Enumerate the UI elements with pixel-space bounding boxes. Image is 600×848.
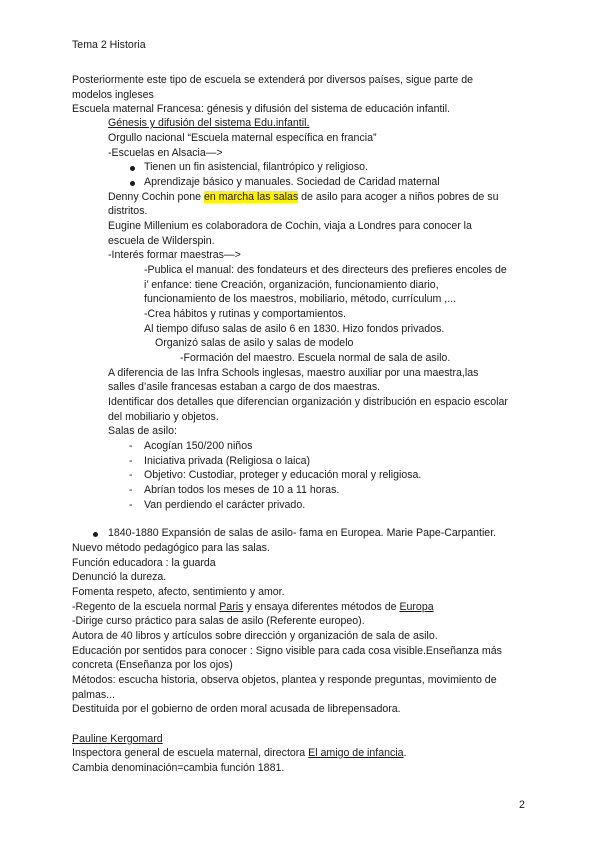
dash-item: Van perdiendo el carácter privado. <box>144 499 306 511</box>
bullet-icon <box>130 166 135 171</box>
text-line: Autora de 40 libros y artículos sobre dirección y organización de sala de asilo. <box>72 630 438 642</box>
bullet-item: 1840-1880 Expansión de salas de asilo- fama en Europea. Marie Pape-Carpantier. <box>108 527 497 539</box>
text-line: Escuela maternal Francesa: génesis y difusión del sistema de educación infantil. <box>72 103 451 115</box>
link-amigo-infancia[interactable]: El amigo de infancia <box>308 747 404 759</box>
page-number: 2 <box>519 799 525 811</box>
text-span: Inspectora general de escuela maternal, directora <box>72 747 309 759</box>
text-line: Identificar dos detalles que diferencian organización y distribución en espacio escolar <box>108 396 508 408</box>
text-line: del mobiliario y objetos. <box>108 411 219 423</box>
dash-item: Abrían todos los meses de 10 a 11 horas. <box>144 484 340 496</box>
text-line: -Crea hábitos y rutinas y comportamientos. <box>144 308 346 320</box>
text-line: Al tiempo difuso salas de asilo 6 en 1830. Hizo fondos privados. <box>144 323 445 335</box>
subheading-kergomard: Pauline Kergomard <box>72 733 163 745</box>
text-line: Posteriormente este tipo de escuela se extenderá por diversos países, sigue parte de <box>72 74 474 86</box>
text-line: Eugine Millenium es colaboradora de Cochin, viaja a Londres para conocer la <box>108 220 472 232</box>
text-span: de asilo para acoger a niños pobres de su <box>298 191 499 203</box>
text-line: Destituida por el gobierno de orden moral acusada de librepensadora. <box>72 703 401 715</box>
text-line: funcionamiento de los maestros, mobiliario, método, currículum ,... <box>144 293 457 305</box>
text-line: Fomenta respeto, afecto, sentimiento y amor. <box>72 586 285 598</box>
dash-icon: - <box>129 469 133 481</box>
text-line: Educación por sentidos para conocer : Signo visible para cada cosa visible.Enseñanza más <box>72 645 502 657</box>
dash-item: Iniciativa privada (Religiosa o laica) <box>144 455 311 467</box>
text-line-regento <box>72 600 434 615</box>
text-line: palmas... <box>72 689 115 701</box>
dash-item: Objetivo: Custodiar, proteger y educación moral y religiosa. <box>144 469 422 481</box>
text-line: Organizó salas de asilo y salas de modelo <box>155 337 354 349</box>
text-line: Función educadora : la guarda <box>72 557 216 569</box>
link-europa[interactable]: Europa <box>399 601 434 613</box>
bullet-icon <box>93 532 98 537</box>
dash-icon: - <box>129 440 133 452</box>
highlighted-text: en marcha las salas <box>204 191 299 203</box>
bullet-item: Aprendizaje básico y manuales. Sociedad de Caridad maternal <box>144 176 440 188</box>
dash-icon: - <box>129 484 133 496</box>
text-span: . <box>403 747 407 759</box>
text-span: Denny Cochin pone <box>108 191 204 203</box>
text-line: -Publica el manual: des fondateurs et des directeurs des prefieres encoles de <box>144 264 507 276</box>
text-line: Nuevo método pedagógico para las salas. <box>72 542 270 554</box>
text-span: -Regento de la escuela normal <box>72 601 220 613</box>
link-paris[interactable]: Paris <box>219 601 244 613</box>
text-line: Denunció la dureza. <box>72 571 167 583</box>
text-span: y ensaya diferentes métodos de <box>243 601 400 613</box>
text-line: concreta (Enseñanza por los ojos) <box>72 659 233 671</box>
text-line: -Dirige curso práctico para salas de asilo (Referente europeo). <box>72 615 365 627</box>
text-line: i’ enfance: tiene Creación, organización, funcionamiento diario, <box>144 279 439 291</box>
dash-icon: - <box>129 455 133 467</box>
text-line: Orgullo nacional “Escuela maternal específica en francia” <box>108 132 377 144</box>
text-line: salles d’asile francesas estaban a cargo de dos maestras. <box>108 381 381 393</box>
text-line: -Interés formar maestras—> <box>108 249 241 261</box>
text-line-cochin <box>108 190 498 205</box>
text-line: escuela de Wilderspin. <box>108 235 215 247</box>
text-line: Salas de asilo: <box>108 425 177 437</box>
bullet-item: Tienen un fin asistencial, filantrópico y religioso. <box>144 161 368 173</box>
page-header: Tema 2 Historia <box>72 39 146 51</box>
dash-icon: - <box>129 499 133 511</box>
text-line-inspectora <box>72 746 407 761</box>
dash-item: Acogían 150/200 niños <box>144 440 253 452</box>
subheading-genesis: Génesis y difusión del sistema Edu.infantil. <box>108 117 310 129</box>
text-line: -Escuelas en Alsacia—> <box>108 147 223 159</box>
text-line: Cambia denominación=cambia función 1881. <box>72 762 285 774</box>
text-line: A diferencia de las Infra Schools inglesas, maestro auxiliar por una maestra,las <box>108 367 479 379</box>
text-line: modelos ingleses <box>72 89 154 101</box>
text-line: -Formación del maestro. Escuela normal de sala de asilo. <box>180 352 451 364</box>
text-line: distritos. <box>108 205 148 217</box>
bullet-icon <box>130 181 135 186</box>
text-line: Métodos: escucha historia, observa objetos, plantea y responde preguntas, movimiento de <box>72 674 497 686</box>
